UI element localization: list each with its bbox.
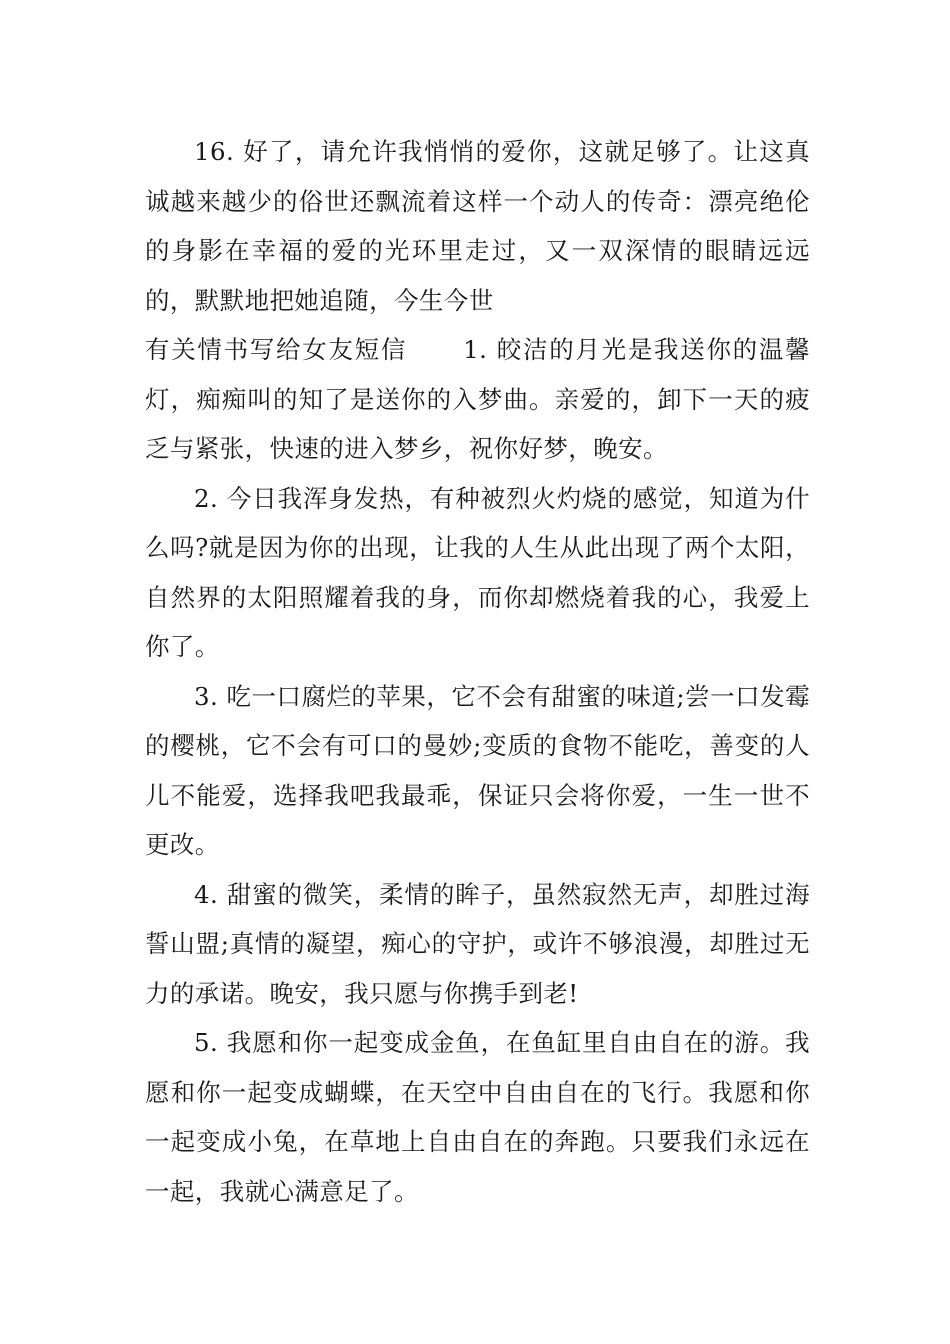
paragraph-3: 3. 吃一口腐烂的苹果，它不会有甜蜜的味道;尝一口发霉的樱桃，它不会有可口的曼妙;变质的食物不能吃，善变的人儿不能爱，选择我吧我最乖，保证只会将你爱，一生一世不更改。 — [145, 681, 810, 859]
paragraph-2: 2. 今日我浑身发热，有种被烈火灼烧的感觉，知道为什么吗?就是因为你的出现，让我的人生从此出现了两个太阳，自然界的太阳照耀着我的身，而你却燃烧着我的心，我爱上你了。 — [145, 483, 810, 661]
document-page — [145, 127, 810, 1216]
paragraph-16: 16. 好了，请允许我悄悄的爱你，这就足够了。让这真诚越来越少的俗世还飘流着这样一个动人的传奇：漂亮绝伦的身影在幸福的爱的光环里走过，又一双深情的眼睛远远的，默默地把她追随，今生今世 — [145, 137, 810, 315]
paragraph-1-text: 1. 皎洁的月光是我送你的温馨灯，痴痴叫的知了是送你的入梦曲。亲爱的，卸下一天的疲乏与紧张，快速的进入梦乡，祝你好梦，晚安。 — [145, 335, 810, 463]
section-heading: 有关情书写给女友短信 — [145, 335, 408, 364]
paragraph-1 — [145, 325, 810, 474]
paragraph-5: 5. 我愿和你一起变成金鱼，在鱼缸里自由自在的游。我愿和你一起变成蝴蝶，在天空中自由自在的飞行。我愿和你一起变成小兔，在草地上自由自在的奔跑。只要我们永远在一起，我就心满意足了。 — [145, 1028, 810, 1206]
paragraph-4: 4. 甜蜜的微笑，柔情的眸子，虽然寂然无声，却胜过海誓山盟;真情的凝望，痴心的守护，或许不够浪漫，却胜过无力的承诺。晚安，我只愿与你携手到老! — [145, 879, 810, 1008]
